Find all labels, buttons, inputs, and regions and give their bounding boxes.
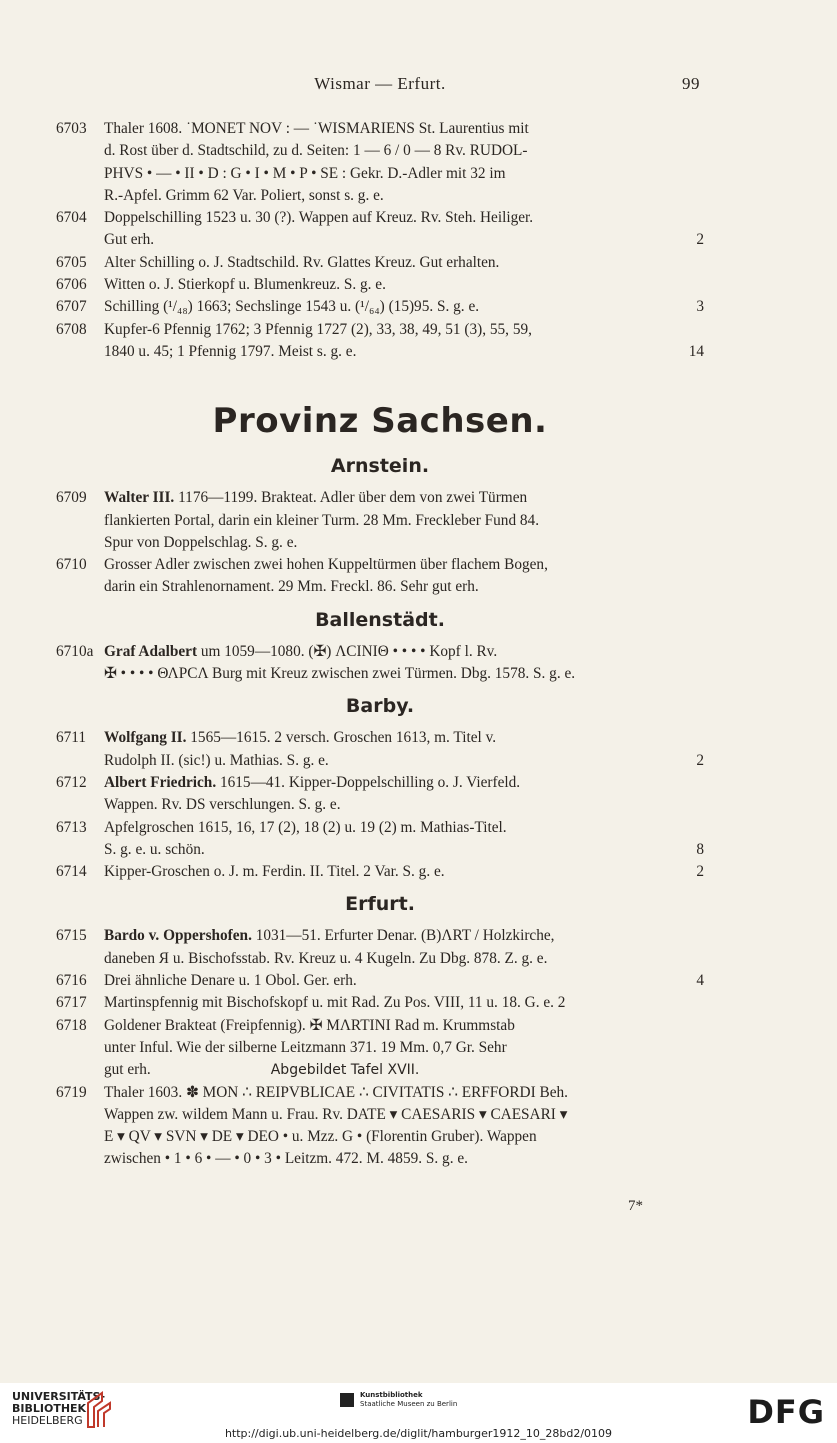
heading-arnstein: Arnstein. <box>330 455 430 478</box>
entry-line <box>104 1082 704 1104</box>
catalog-entry <box>56 118 704 207</box>
entry-text: gut erh. <box>104 1061 151 1079</box>
entry-price: 2 <box>696 231 704 249</box>
ballenstaedt-entries <box>56 641 704 686</box>
entry-description: 1031—51. Erfurter Denar. (B)ΛRT / Holzkirche, <box>251 927 555 945</box>
catalog-entry <box>56 319 704 364</box>
entry-ruler-name: Wolfgang II. <box>104 729 187 747</box>
entry-text: Witten o. J. Stierkopf u. Blumenkreuz. S. g. e. <box>104 276 386 294</box>
logo-line-1: UNIVERSITÄTS- <box>12 1390 106 1403</box>
permalink-url[interactable]: http://digi.ub.uni-heidelberg.de/diglit/hamburger1912_10_28bd2/0109 <box>224 1427 613 1440</box>
signature-mark: 7* <box>628 1198 643 1214</box>
entry-line <box>104 970 704 992</box>
entry-number: 6704 <box>56 209 87 227</box>
entry-number: 6719 <box>56 1083 87 1101</box>
entry-description: 1565—1615. 2 versch. Groschen 1613, m. Titel v. <box>186 729 497 747</box>
entry-price: 3 <box>696 298 704 316</box>
entry-text: Kipper-Groschen o. J. m. Ferdin. II. Titel. 2 Var. S. g. e. <box>104 863 445 881</box>
catalog-entry <box>56 861 704 883</box>
entry-text: d. Rost über d. Stadtschild, zu d. Seiten: 1 — 6 / 0 — 8 Rv. RUDOL- <box>104 142 528 160</box>
wismar-entries <box>56 118 704 363</box>
entry-line <box>104 1037 704 1059</box>
entry-line <box>104 1148 704 1170</box>
entry-number: 6713 <box>56 818 87 836</box>
entry-text: Doppelschilling 1523 u. 30 (?). Wappen auf Kreuz. Rv. Steh. Heiliger. <box>104 209 534 227</box>
kunstbibliothek-logo[interactable] <box>360 1391 457 1409</box>
entry-text: Spur von Doppelschlag. S. g. e. <box>104 533 298 551</box>
entry-text <box>104 772 520 794</box>
entry-text: Alter Schilling o. J. Stadtschild. Rv. Glattes Kreuz. Gut erhalten. <box>104 253 500 271</box>
arnstein-entries <box>56 487 704 598</box>
entry-text: E ▾ QV ▾ SVN ▾ DE ▾ DEO • u. Mzz. G • (Florentin Gruber). Wappen <box>104 1128 537 1146</box>
entry-text: Kupfer-6 Pfennig 1762; 3 Pfennig 1727 (2), 33, 38, 49, 51 (3), 55, 59, <box>104 320 532 338</box>
entry-ruler-name: Graf Adalbert <box>104 642 198 660</box>
entry-text: Drei ähnliche Denare u. 1 Obol. Ger. erh. <box>104 972 357 990</box>
entry-number: 6708 <box>56 320 87 338</box>
kunstbibliothek-mark-icon <box>340 1393 354 1407</box>
catalog-entry <box>56 992 704 1014</box>
entry-line <box>104 163 704 185</box>
catalog-entry <box>56 1082 704 1171</box>
entry-line <box>104 772 704 794</box>
entry-text <box>104 641 497 663</box>
heading-ballenstaedt: Ballenstädt. <box>315 608 445 631</box>
logo-line-2: BIBLIOTHEK <box>12 1402 87 1415</box>
entry-number: 6715 <box>56 927 87 945</box>
entry-line <box>104 207 704 229</box>
entry-text: Thaler 1603. ✽ MON ∴ REIPVBLICAE ∴ CIVITATIS ∴ ERFFORDI Beh. <box>104 1083 568 1101</box>
entry-line <box>104 925 704 947</box>
entry-ruler-name: Bardo v. Oppershofen. <box>104 927 252 945</box>
entry-price: 2 <box>696 751 704 769</box>
catalog-entry <box>56 641 704 686</box>
logo-line-3: HEIDELBERG <box>12 1414 83 1427</box>
entry-text <box>104 925 554 947</box>
entry-description: um 1059—1080. (✠) ΛCΙΝΙΘ • • • • Kopf l. Rv. <box>197 642 498 660</box>
entry-text: ✠ • • • • ΘΛΡCΛ Burg mit Kreuz zwischen zwei Türmen. Dbg. 1578. S. g. e. <box>104 665 576 683</box>
entry-text: Wappen zw. wildem Mann u. Frau. Rv. DATE ▾ CAESARIS ▾ CAESARI ▾ <box>104 1105 568 1123</box>
entry-line <box>104 296 704 318</box>
entry-text: Gut erh. <box>104 231 155 249</box>
catalog-entry <box>56 970 704 992</box>
entry-number: 6710a <box>56 642 94 660</box>
entry-text: flankierten Portal, darin ein kleiner Turm. 28 Mm. Freckleber Fund 84. <box>104 511 540 529</box>
catalog-entry <box>56 274 704 296</box>
entry-text: Thaler 1608. ˙MONET NOV : — ˙WISMARIENS St. Laurentius mit <box>104 120 529 137</box>
entry-number: 6716 <box>56 972 87 990</box>
catalog-entry <box>56 727 704 772</box>
entry-line <box>104 839 704 861</box>
entry-line <box>104 727 704 749</box>
entry-number: 6714 <box>56 863 87 881</box>
entry-text: daneben Я u. Bischofsstab. Rv. Kreuz u. 4 Kugeln. Zu Dbg. 878. Z. g. e. <box>104 949 548 967</box>
entry-number: 6711 <box>56 729 87 747</box>
entry-text: darin ein Strahlenornament. 29 Mm. Freckl. 86. Sehr gut erh. <box>104 578 479 596</box>
header-title: Wismar — Erfurt. <box>314 74 446 93</box>
entry-line <box>104 185 704 207</box>
entry-line <box>104 229 704 251</box>
entry-price: 14 <box>688 342 704 360</box>
entry-line <box>104 532 704 554</box>
entry-number: 6710 <box>56 556 87 574</box>
catalog-entry <box>56 772 704 817</box>
catalog-content <box>56 118 704 1171</box>
entry-line <box>104 1104 704 1126</box>
entry-text: Schilling (¹/₄₈) 1663; Sechslinge 1543 u. (¹/₆₄) (15)95. S. g. e. <box>104 298 480 316</box>
entry-number: 6703 <box>56 120 87 137</box>
entry-line <box>104 663 704 685</box>
barby-entries <box>56 727 704 883</box>
entry-ruler-name: Albert Friedrich. <box>104 773 217 791</box>
entry-line <box>104 992 704 1014</box>
entry-price: 8 <box>696 840 704 858</box>
entry-line <box>104 341 704 363</box>
entry-line <box>104 510 704 532</box>
heading-erfurt: Erfurt. <box>345 893 415 916</box>
page-number: 99 <box>682 74 700 93</box>
kunstbibliothek-sub: Staatliche Museen zu Berlin <box>360 1400 458 1408</box>
entry-line <box>104 140 704 162</box>
entry-text: unter Inful. Wie der silberne Leitzmann 371. 19 Mm. 0,7 Gr. Sehr <box>104 1038 507 1056</box>
entry-text: Rudolph II. (sic!) u. Mathias. S. g. e. <box>104 751 329 769</box>
entry-line <box>104 487 704 509</box>
entry-number: 6718 <box>56 1016 87 1034</box>
entry-ruler-name: Walter III. <box>104 489 175 507</box>
entry-price: 4 <box>696 972 704 990</box>
entry-number: 6709 <box>56 489 87 507</box>
entry-text <box>104 727 496 749</box>
entry-text: Grosser Adler zwischen zwei hohen Kuppeltürmen über flachem Bogen, <box>104 556 548 574</box>
entry-price: 2 <box>696 863 704 881</box>
heading-barby: Barby. <box>345 695 415 718</box>
plate-reference: Abgebildet Tafel XVII. <box>270 1062 420 1079</box>
catalog-entry <box>56 817 704 862</box>
entry-number: 6706 <box>56 276 87 294</box>
ub-heidelberg-mark-icon <box>84 1389 116 1429</box>
entry-line <box>104 750 704 772</box>
footer-bar <box>0 1383 837 1443</box>
entry-number: 6707 <box>56 298 87 316</box>
entry-line <box>104 554 704 576</box>
entry-number: 6705 <box>56 253 87 271</box>
erfurt-entries <box>56 925 704 1170</box>
entry-text: S. g. e. u. schön. <box>104 840 205 858</box>
entry-line <box>104 252 704 274</box>
catalog-entry <box>56 252 704 274</box>
entry-text: Martinspfennig mit Bischofskopf u. mit Rad. Zu Pos. VIII, 11 u. 18. G. e. 2 <box>104 994 566 1012</box>
catalog-entry <box>56 1015 704 1082</box>
catalog-entry <box>56 487 704 554</box>
dfg-logo[interactable]: DFG <box>747 1393 825 1431</box>
entry-line <box>104 948 704 970</box>
entry-line <box>104 274 704 296</box>
catalog-entry <box>56 207 704 252</box>
entry-number: 6712 <box>56 773 87 791</box>
entry-line <box>104 794 704 816</box>
entry-line <box>104 1126 704 1148</box>
entry-line <box>104 641 704 663</box>
section-title: Provinz Sachsen. <box>212 401 548 442</box>
entry-line <box>104 1015 704 1037</box>
entry-line <box>104 861 704 883</box>
entry-text <box>104 487 527 509</box>
entry-text: Apfelgroschen 1615, 16, 17 (2), 18 (2) u. 19 (2) m. Mathias-Titel. <box>104 818 507 836</box>
catalog-entry <box>56 925 704 970</box>
kunstbibliothek-name: Kunstbibliothek <box>360 1391 423 1399</box>
entry-description: 1176—1199. Brakteat. Adler über dem von zwei Türmen <box>174 489 528 507</box>
entry-text: 1840 u. 45; 1 Pfennig 1797. Meist s. g. e. <box>104 342 357 360</box>
entry-text: R.-Apfel. Grimm 62 Var. Poliert, sonst s. g. e. <box>104 186 384 204</box>
entry-line <box>104 1059 704 1081</box>
entry-line <box>104 576 704 598</box>
entry-text: Goldener Brakteat (Freipfennig). ✠ MΛRTINI Rad m. Krummstab <box>104 1016 515 1034</box>
entry-line <box>104 817 704 839</box>
entry-number: 6717 <box>56 994 87 1012</box>
catalog-entry <box>56 296 704 318</box>
catalog-entry <box>56 554 704 599</box>
entry-text: zwischen • 1 • 6 • — • 0 • 3 • Leitzm. 472. M. 4859. S. g. e. <box>104 1150 468 1168</box>
entry-line <box>104 118 704 140</box>
entry-description: 1615—41. Kipper-Doppelschilling o. J. Vierfeld. <box>216 773 521 791</box>
entry-line <box>104 319 704 341</box>
entry-text: Wappen. Rv. DS verschlungen. S. g. e. <box>104 796 341 814</box>
entry-text: PHVS • — • II • D : G • I • M • P • SE : Gekr. D.-Adler mit 32 im <box>104 164 506 182</box>
